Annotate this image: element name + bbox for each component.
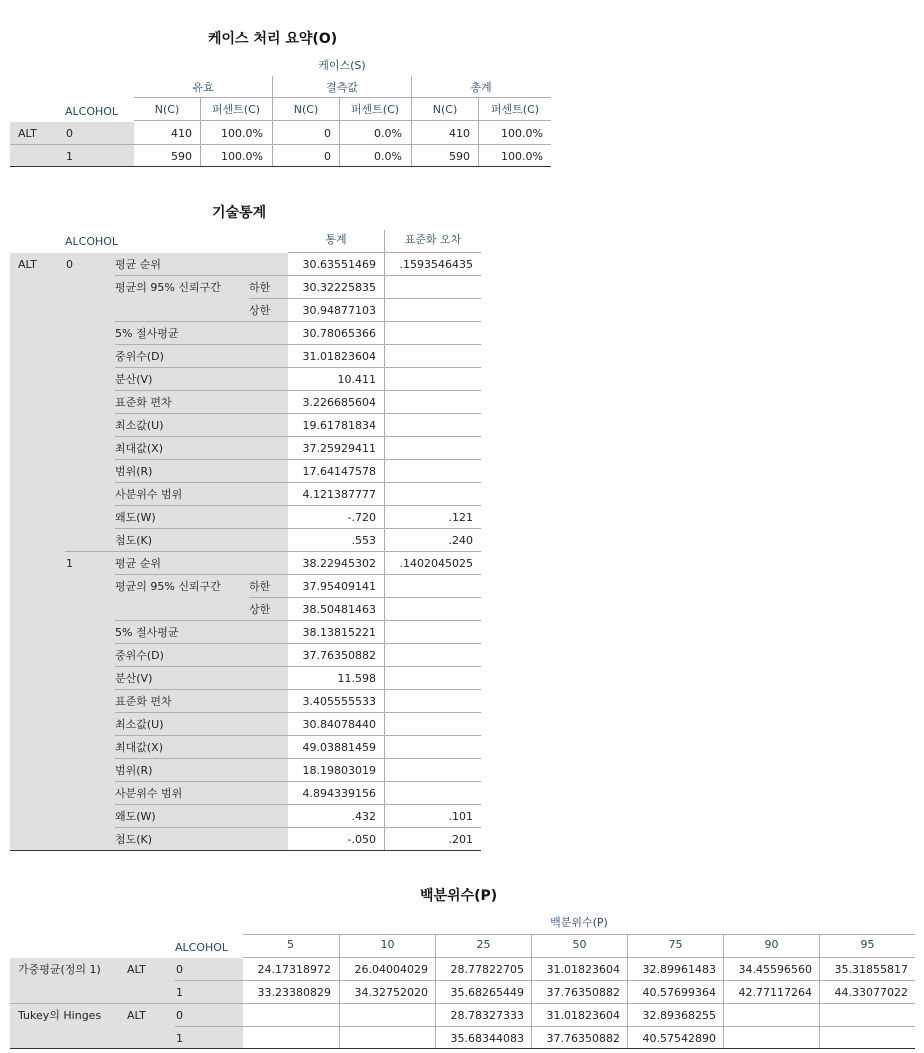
missing-n-header: N(C) <box>293 103 319 116</box>
variable-label: ALT <box>18 258 37 271</box>
percentile-value: 26.04004029 <box>354 963 428 976</box>
std-error-value <box>385 299 481 322</box>
stat-value: 19.61781834 <box>302 419 376 432</box>
stat-label: 평균 순위 <box>115 557 162 570</box>
stat-label: 범위(R) <box>115 764 153 777</box>
stat-label: 사분위수 범위 <box>115 488 183 501</box>
percentile-value: 37.76350882 <box>546 1032 620 1045</box>
std-error-value <box>385 782 481 805</box>
alcohol-header: ALCOHOL <box>65 105 119 118</box>
table-cell: 0.0% <box>374 150 402 163</box>
std-error-value <box>385 667 481 690</box>
percentile-column-header: 75 <box>668 938 683 951</box>
std-error-value <box>385 621 481 644</box>
total-header: 총계 <box>470 81 492 94</box>
stat-label: 최대값(X) <box>115 442 163 455</box>
percentile-value: 37.76350882 <box>546 986 620 999</box>
percentile-value <box>724 1027 820 1050</box>
stat-label: 평균 순위 <box>115 258 162 271</box>
stat-value: 30.94877103 <box>302 304 376 317</box>
table-cell: 410 <box>449 127 470 140</box>
missing-pct-header: 퍼센트(C) <box>350 103 400 116</box>
stat-value: .553 <box>351 534 376 547</box>
stat-label: 중위수(D) <box>115 350 164 363</box>
percentile-value: 28.78327333 <box>450 1009 524 1022</box>
percentile-value: 33.23380829 <box>257 986 331 999</box>
table-cell: 0 <box>324 150 331 163</box>
stat-value: 49.03881459 <box>302 741 376 754</box>
group-label: 1 <box>176 1032 183 1045</box>
percentiles-title: 백분위수(P) <box>420 888 498 904</box>
std-error-header: 표준화 오차 <box>404 233 462 246</box>
std-error-value <box>385 644 481 667</box>
table-cell: 100.0% <box>221 127 263 140</box>
percentile-value: 31.01823604 <box>546 1009 620 1022</box>
method-label: Tukey의 Hinges <box>18 1009 102 1022</box>
group-label: 0 <box>66 258 73 271</box>
std-error-value <box>385 391 481 414</box>
table-cell: 100.0% <box>221 150 263 163</box>
percentile-value: 34.45596560 <box>738 963 812 976</box>
statistic-header: 통계 <box>325 233 347 246</box>
percentile-value: 32.89368255 <box>642 1009 716 1022</box>
stat-value: 37.25929411 <box>302 442 376 455</box>
stat-label: 표준화 편차 <box>115 695 172 708</box>
stat-value: .432 <box>351 810 376 823</box>
stat-value: 38.13815221 <box>302 626 376 639</box>
percentile-value: 28.77822705 <box>450 963 524 976</box>
group-label: 0 <box>176 1009 183 1022</box>
descriptives-title: 기술통계 <box>212 205 267 221</box>
stat-label: 범위(R) <box>115 465 153 478</box>
percentile-value: 40.57699364 <box>642 986 716 999</box>
stat-value: 38.50481463 <box>302 603 376 616</box>
table-cell: 590 <box>171 150 192 163</box>
valid-header: 유효 <box>192 81 214 94</box>
stat-value: 37.76350882 <box>302 649 376 662</box>
std-error-value: .201 <box>448 833 473 846</box>
percentile-column-header: 10 <box>380 938 395 951</box>
std-error-value <box>385 345 481 368</box>
std-error-value: .1593546435 <box>399 258 473 271</box>
std-error-value: .240 <box>448 534 473 547</box>
std-error-value <box>385 483 481 506</box>
percentiles-super-header: 백분위수(P) <box>550 916 608 929</box>
std-error-value <box>385 575 481 598</box>
table-cell: 100.0% <box>501 150 543 163</box>
percentile-value <box>820 1004 916 1027</box>
cases-super-header: 케이스(S) <box>318 59 366 72</box>
stat-label: 최소값(U) <box>115 718 164 731</box>
percentile-value <box>340 1027 436 1050</box>
std-error-value <box>385 437 481 460</box>
stat-sublabel: 상한 <box>249 603 271 616</box>
stat-label: 사분위수 범위 <box>115 787 183 800</box>
stat-value: 4.894339156 <box>302 787 376 800</box>
stat-value: -.050 <box>347 833 376 846</box>
percentile-value: 40.57542890 <box>642 1032 716 1045</box>
missing-header: 결측값 <box>326 81 358 94</box>
percentile-value: 35.68265449 <box>450 986 524 999</box>
std-error-value <box>385 736 481 759</box>
percentile-value: 35.31855817 <box>834 963 908 976</box>
variable-label: ALT <box>127 963 146 976</box>
stat-label: 중위수(D) <box>115 649 164 662</box>
total-pct-header: 퍼센트(C) <box>490 103 540 116</box>
percentile-value <box>724 1004 820 1027</box>
percentile-value: 35.68344083 <box>450 1032 524 1045</box>
table-cell: 100.0% <box>501 127 543 140</box>
std-error-value: .121 <box>448 511 473 524</box>
table-cell: 0.0% <box>374 127 402 140</box>
std-error-value <box>385 414 481 437</box>
alcohol-header: ALCOHOL <box>175 941 229 954</box>
percentile-value: 24.17318972 <box>257 963 331 976</box>
stat-value: 4.121387777 <box>302 488 376 501</box>
stat-value: 3.405555533 <box>302 695 376 708</box>
std-error-value <box>385 759 481 782</box>
stat-label: 첨도(K) <box>115 833 153 846</box>
std-error-value <box>385 276 481 299</box>
percentile-column-header: 90 <box>764 938 779 951</box>
stat-value: -.720 <box>347 511 376 524</box>
stat-value: 38.22945302 <box>302 557 376 570</box>
std-error-value: .1402045025 <box>399 557 473 570</box>
method-label: 가중평균(정의 1) <box>18 963 101 976</box>
stat-label: 평균의 95% 신뢰구간 <box>115 580 221 593</box>
stat-label: 분산(V) <box>115 373 153 386</box>
std-error-value: .101 <box>448 810 473 823</box>
stat-label: 평균의 95% 신뢰구간 <box>115 281 221 294</box>
stat-value: 3.226685604 <box>302 396 376 409</box>
stat-label: 5% 절사평균 <box>115 626 179 639</box>
stat-label: 표준화 편차 <box>115 396 172 409</box>
valid-n-header: N(C) <box>154 103 180 116</box>
std-error-value <box>385 713 481 736</box>
percentile-value <box>820 1027 916 1050</box>
percentile-column-header: 5 <box>287 938 294 951</box>
variable-label: ALT <box>18 127 37 140</box>
std-error-value <box>385 460 481 483</box>
group-label: 1 <box>66 150 73 163</box>
variable-label: ALT <box>127 1009 146 1022</box>
stat-value: 37.95409141 <box>302 580 376 593</box>
std-error-value <box>385 368 481 391</box>
percentile-value: 32.89961483 <box>642 963 716 976</box>
stat-sublabel: 상한 <box>249 304 271 317</box>
stat-sublabel: 하한 <box>249 281 271 294</box>
group-label: 0 <box>66 127 73 140</box>
group-label: 1 <box>66 557 73 570</box>
stat-value: 11.598 <box>337 672 376 685</box>
stat-value: 10.411 <box>337 373 376 386</box>
stat-value: 30.32225835 <box>302 281 376 294</box>
stat-label: 분산(V) <box>115 672 153 685</box>
stat-value: 31.01823604 <box>302 350 376 363</box>
stat-value: 18.19803019 <box>302 764 376 777</box>
percentile-value <box>243 1027 339 1050</box>
total-n-header: N(C) <box>432 103 458 116</box>
percentile-column-header: 50 <box>572 938 587 951</box>
stat-label: 5% 절사평균 <box>115 327 179 340</box>
std-error-value <box>385 690 481 713</box>
stat-sublabel: 하한 <box>249 580 271 593</box>
stat-label: 첨도(K) <box>115 534 153 547</box>
table-cell: 0 <box>324 127 331 140</box>
stat-value: 30.84078440 <box>302 718 376 731</box>
group-label: 0 <box>176 963 183 976</box>
percentile-value: 44.33077022 <box>834 986 908 999</box>
percentile-value: 42.77117264 <box>738 986 812 999</box>
percentile-value <box>243 1004 339 1027</box>
stat-value: 17.64147578 <box>302 465 376 478</box>
percentile-column-header: 95 <box>860 938 875 951</box>
group-label: 1 <box>176 986 183 999</box>
stat-label: 왜도(W) <box>115 511 156 524</box>
std-error-value <box>385 598 481 621</box>
percentile-value <box>340 1004 436 1027</box>
std-error-value <box>385 322 481 345</box>
percentile-value: 34.32752020 <box>354 986 428 999</box>
stat-label: 최소값(U) <box>115 419 164 432</box>
case-summary-title: 케이스 처리 요약(O) <box>208 31 338 47</box>
table-cell: 590 <box>449 150 470 163</box>
alcohol-header: ALCOHOL <box>65 235 119 248</box>
stat-label: 최대값(X) <box>115 741 163 754</box>
table-cell: 410 <box>171 127 192 140</box>
stat-value: 30.63551469 <box>302 258 376 271</box>
valid-pct-header: 퍼센트(C) <box>211 103 261 116</box>
percentile-column-header: 25 <box>476 938 491 951</box>
stat-value: 30.78065366 <box>302 327 376 340</box>
percentile-value: 31.01823604 <box>546 963 620 976</box>
stat-label: 왜도(W) <box>115 810 156 823</box>
